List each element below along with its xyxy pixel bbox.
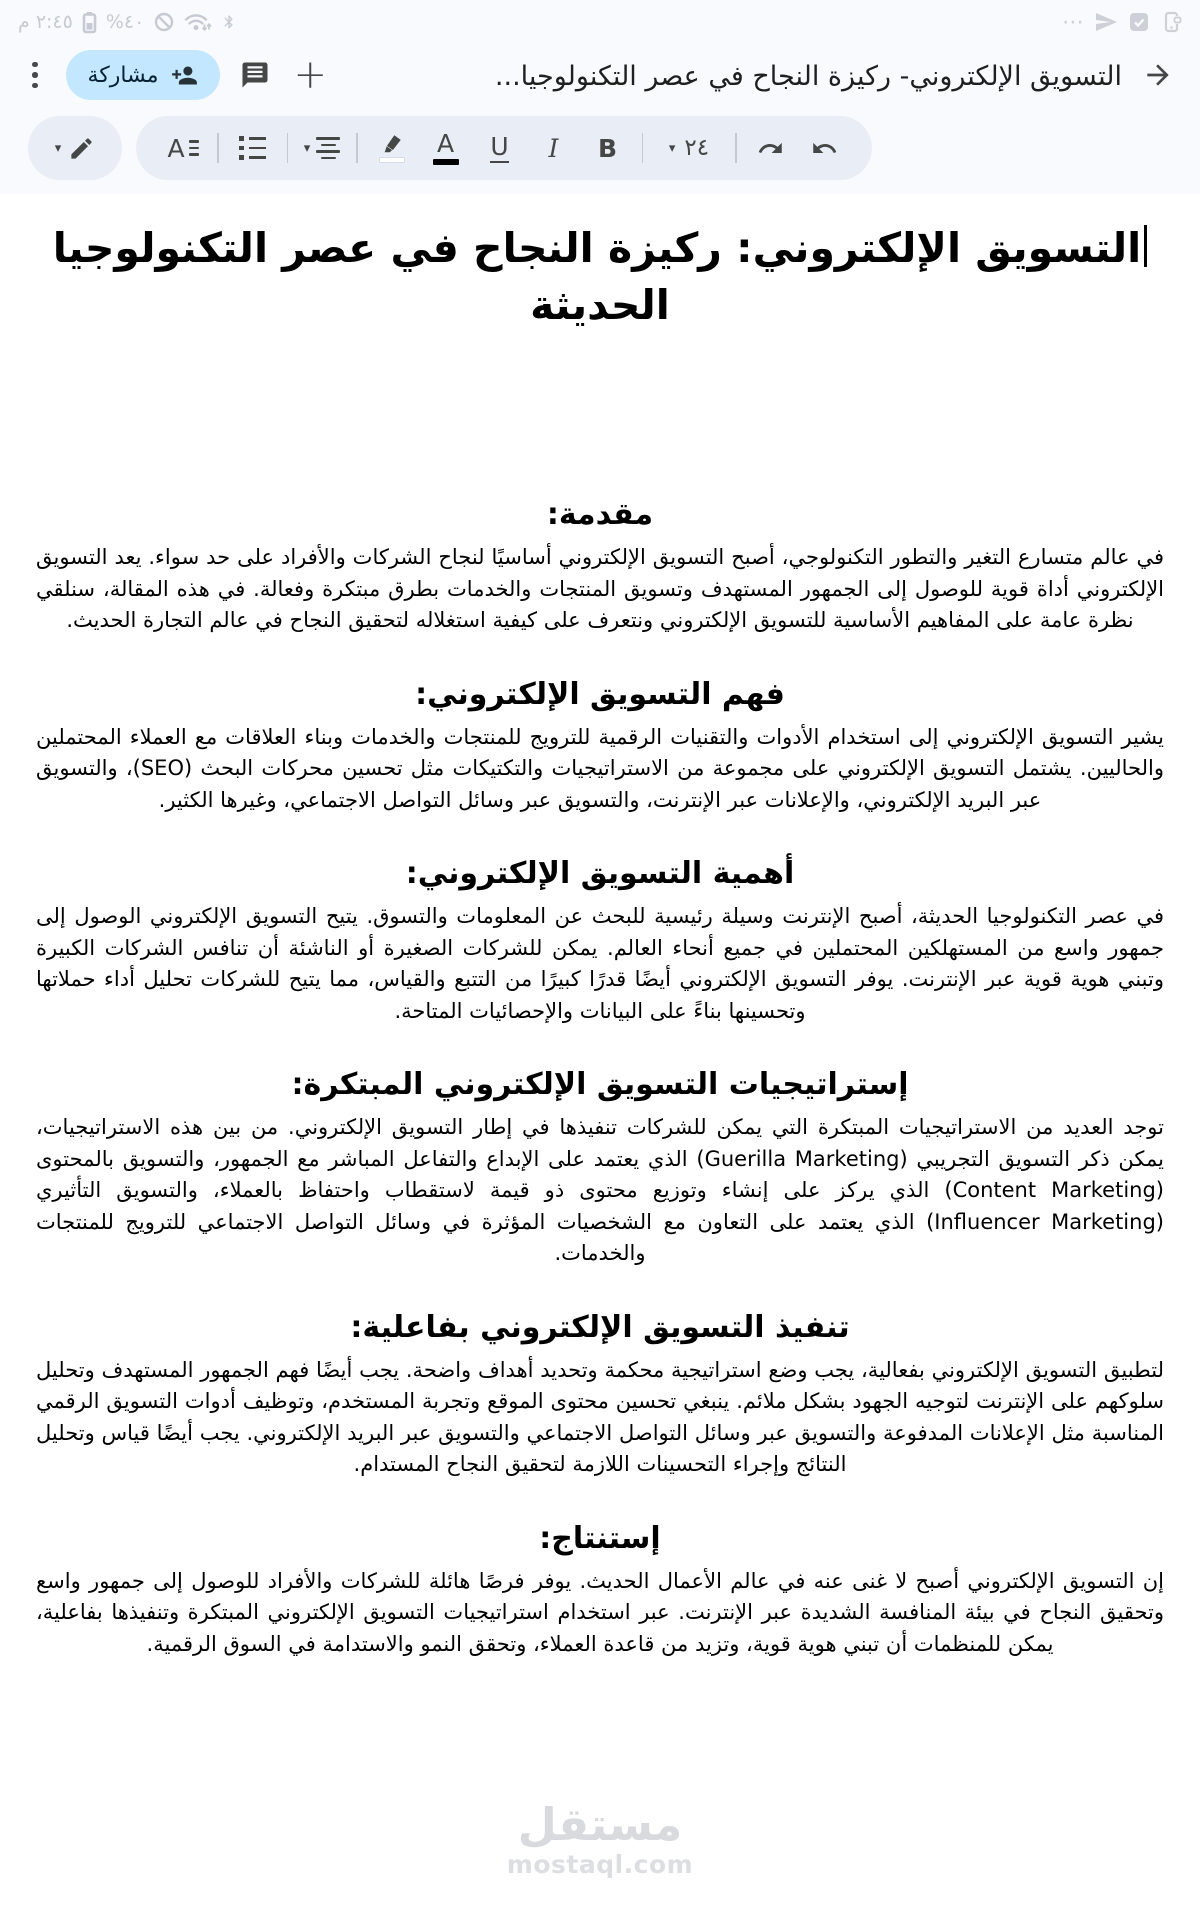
document-name[interactable]: التسويق الإلكتروني- ركيزة النجاح في عصر التكنولوجيا... [494, 60, 1122, 92]
section-body-conclusion[interactable]: إن التسويق الإلكتروني أصبح لا غنى عنه في عالم الأعمال الحديث. يوفر فرصًا هائلة للشركات والأفراد للوصول إلى جمهور واسع وتحقيق النجاح في بيئة المنافسة الشديدة عبر الإنترنت. عبر استخدام استراتيجيات التسويق الإلكتروني المبتكرة وتنفيذها بفاعلية، يمكن للمنظمات أن تبني هوية قوية، وتزيد من قاعدة العملاء، وتحقق النمو والاستدامة في السوق الرقمية. [36, 1568, 1164, 1656]
section-body-implementation[interactable]: لتطبيق التسويق الإلكتروني بفعالية، يجب وضع استراتيجية محكمة وتحديد أهداف واضحة. يجب أيضًا فهم الجمهور المستهدف وتحليل سلوكهم على الإنترنت لتوجيه الجهود بشكل ملائم. ينبغي تحسين محتوى الموقع وتجربة المستخدم، وتوظيف أدوات التسويق الرقمي المناسبة مثل الإعلانات المدفوعة والتسويق عبر وسائل التواصل الاجتماعي والتسويق عبر البريد الإلكتروني. يجب أيضًا قياس وتحليل النتائج وإجراء التحسينات اللازمة لتحقيق النجاح المستدام. [36, 1357, 1164, 1477]
comment-button[interactable] [240, 60, 270, 90]
divider [735, 133, 737, 163]
align-lines-icon [316, 137, 340, 159]
divider [642, 133, 644, 163]
underline-button[interactable]: U [490, 131, 509, 161]
section-heading-implementation[interactable]: تنفيذ التسويق الإلكتروني بفاعلية: [350, 1309, 850, 1345]
section-heading-conclusion[interactable]: إستنتاج: [539, 1520, 661, 1556]
font-size-selector[interactable] [650, 116, 728, 180]
bullet-list-icon [239, 136, 266, 160]
chevron-down-icon: ▾ [668, 140, 676, 156]
text-color-swatch [433, 159, 459, 165]
share-button-label: مشاركة [87, 62, 159, 88]
highlighter-icon [380, 133, 404, 155]
share-button[interactable] [66, 50, 220, 100]
mostaql-logo: مستقل [517, 1798, 683, 1851]
undo-button[interactable] [798, 116, 852, 180]
redo-icon [757, 135, 784, 162]
send-icon [1094, 10, 1118, 34]
divider [356, 133, 358, 163]
undo-icon [811, 135, 838, 162]
highlight-color-swatch [379, 157, 405, 163]
person-add-icon [171, 62, 198, 89]
wifi-icon [184, 11, 212, 33]
bullet-list-button[interactable] [226, 116, 280, 180]
section-body-importance[interactable]: في عصر التكنولوجيا الحديثة، أصبح الإنترنت وسيلة رئيسية للبحث عن المعلومات والتسوق. يتيح التسويق الإلكتروني الوصول إلى جمهور واسع من المستهلكين المحتملين في جميع أنحاء العالم. يمكن للشركات الصغيرة أو الناشئة أن تنافس الشركات الكبيرة وتبني هوية قوية عبر الإنترنت. يوفر التسويق الإلكتروني أيضًا قدرًا كبيرًا من التتبع والقياس، مما يتيح للشركات تحليل أداء حملاتها وتحسينها بناءً على البيانات والإحصائيات المتاحة. [36, 904, 1164, 1023]
section-heading-importance[interactable]: أهمية التسويق الإلكتروني: [405, 856, 795, 892]
bold-button[interactable]: B [597, 133, 618, 163]
status-bar [0, 0, 1200, 38]
bluetooth-icon [221, 11, 237, 33]
section-heading-intro[interactable]: مقدمة: [546, 497, 654, 533]
chevron-down-icon: ▾ [303, 140, 311, 156]
format-text-button[interactable]: A [156, 116, 210, 180]
watermark [0, 1800, 1200, 1879]
redo-button[interactable] [744, 116, 798, 180]
overflow-menu-button[interactable] [24, 56, 46, 95]
app-bar [0, 38, 1200, 112]
phone-screenshot-icon [1160, 10, 1184, 34]
block-icon [153, 11, 175, 33]
battery-icon [82, 10, 97, 34]
document-canvas[interactable] [0, 194, 1200, 1660]
paragraph-align-button[interactable] [295, 116, 349, 180]
italic-button[interactable]: I [548, 133, 559, 163]
section-body-intro[interactable]: في عالم متسارع التغير والتطور التكنولوجي، أصبح التسويق الإلكتروني أساسيًا لنجاح الشركات والأفراد على حد سواء. يعد التسويق الإلكتروني أداة قوية للوصول إلى الجمهور المستهدف وتسويق المنتجات والخدمات بطرق مبتكرة وفعالة. في هذه المقالة، سنلقي نظرة عامة على المفاهيم الأساسية للتسويق الإلكتروني ونتعرف على كيفية استغلاله لتحقيق النجاح في عالم التجارة الحديث. [36, 545, 1164, 633]
format-actions [136, 116, 872, 180]
status-right [1062, 10, 1184, 35]
section-heading-strategies[interactable]: إستراتيجيات التسويق الإلكتروني المبتكرة: [291, 1067, 909, 1103]
task-check-icon [1127, 10, 1151, 34]
pencil-icon [68, 135, 95, 162]
section-body-strategies[interactable]: توجد العديد من الاستراتيجيات المبتكرة التي يمكن للشركات تنفيذها في إطار التسويق الإلكتروني. من بين هذه الاستراتيجيات، يمكن ذكر التسويق التجريبي (Guerilla Marketing) الذي يعتمد على الإبداع والتفاعل المباشر مع الجمهور، والتسويق بالمحتوى (Content Marketing) الذي يركز على إنشاء وتوزيع محتوى ذو قيمة لاستقطاب واحتفاظ بالعملاء، والتسويق التأثيري (Influencer Marketing) الذي يعتمد على التعاون مع الشخصيات المؤثرة في وسائل التواصل الاجتماعي للترويج للمنتجات والخدمات. [36, 1115, 1164, 1266]
text-cursor [1144, 225, 1147, 267]
top-chrome [0, 0, 1200, 194]
divider [287, 133, 289, 163]
battery-percent: ٤٠% [105, 11, 145, 33]
clock: ٢:٤٥ م [18, 11, 73, 33]
mostaql-domain: mostaql.com [506, 1849, 694, 1879]
edit-mode-button[interactable] [28, 116, 122, 180]
back-arrow-icon[interactable] [1142, 59, 1174, 91]
status-left [18, 10, 237, 34]
formatting-toolbar [0, 112, 1200, 194]
chevron-down-icon: ▾ [54, 140, 62, 156]
highlight-color-button[interactable] [365, 116, 419, 180]
section-body-understanding[interactable]: يشير التسويق الإلكتروني إلى استخدام الأدوات والتقنيات الرقمية للترويج للمنتجات والخدمات وبناء العلاقات مع العملاء المحتملين والحاليين. يشتمل التسويق الإلكتروني على مجموعة من الاستراتيجيات والتكتيكات مثل تحسين محركات البحث (SEO)، والتسويق عبر البريد الإلكتروني، والإعلانات عبر الإنترنت، والتسويق عبر وسائل التواصل الاجتماعي، وغيرها الكثير. [36, 724, 1164, 812]
notification-ellipsis: ⋯ [1062, 9, 1085, 35]
document-title[interactable]: التسويق الإلكتروني: ركيزة النجاح في عصر التكنولوجيا الحديثة [36, 220, 1164, 333]
text-lines-icon [189, 140, 199, 156]
font-size-value: ٢٤ [684, 135, 710, 161]
section-heading-understanding[interactable]: فهم التسويق الإلكتروني: [415, 676, 785, 712]
divider [217, 133, 219, 163]
text-color-button[interactable]: A [419, 116, 473, 180]
insert-button[interactable]: + [293, 52, 328, 98]
